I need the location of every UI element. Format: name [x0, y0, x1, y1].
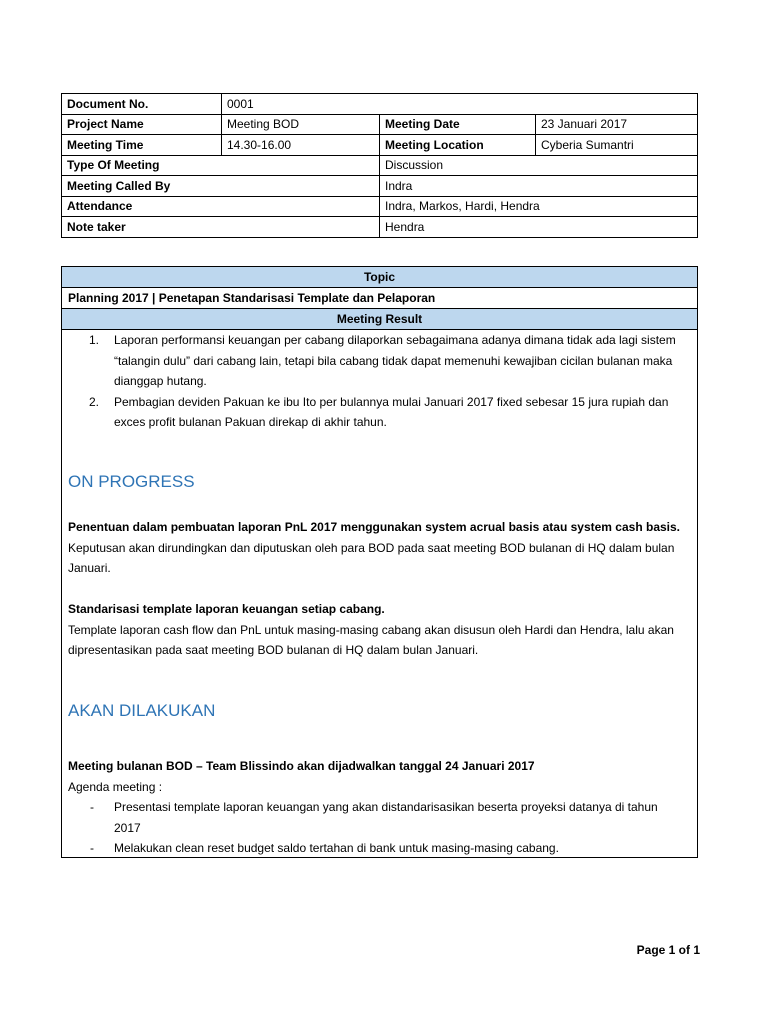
agenda-list: [68, 797, 690, 859]
called-by-label: Meeting Called By: [62, 176, 380, 197]
meeting-time-label: Meeting Time: [62, 135, 222, 156]
type-of-meeting-label: Type Of Meeting: [62, 155, 380, 176]
on-progress-item-2: [68, 599, 690, 661]
table-row: [62, 114, 698, 135]
note-taker-value: Hendra: [380, 217, 698, 238]
list-item: [68, 838, 690, 859]
meeting-info-table: [61, 93, 698, 238]
list-item: [62, 392, 697, 433]
list-number: 1.: [89, 333, 100, 347]
note-taker-label: Note taker: [62, 217, 380, 238]
called-by-value: Indra: [380, 176, 698, 197]
list-item-text: Laporan performansi keuangan per cabang dilaporkan sebagaimana adanya dimana tidak ada lagi sistem “talangin dulu” dari cabang lain, tetapi bila cabang tidak dapat memenuhi kewajiban cicilan bulanan maka dianggap hutang.: [114, 333, 676, 388]
meeting-date-value: 23 Januari 2017: [536, 114, 698, 135]
list-item-text: Melakukan clean reset budget saldo tertahan di bank untuk masing-masing cabang.: [114, 841, 559, 855]
table-row: [62, 217, 698, 238]
on-progress-title: ON PROGRESS: [68, 472, 195, 491]
meeting-location-label: Meeting Location: [380, 135, 536, 156]
meeting-result-header: Meeting Result: [62, 309, 697, 330]
list-dash: -: [90, 800, 94, 814]
page-number: Page 1 of 1: [636, 943, 700, 957]
list-item-text: Pembagian deviden Pakuan ke ibu Ito per bulannya mulai Januari 2017 fixed sebesar 15 jura rupiah dan exces profit bulanan Pakuan direkap di akhir tahun.: [114, 394, 669, 429]
meeting-date-label: Meeting Date: [380, 114, 536, 135]
table-row: [62, 155, 698, 176]
akan-dilakukan-block: [68, 756, 690, 859]
list-item-text: Presentasi template laporan keuangan yang akan distandarisasikan beserta proyeksi datanya di tahun 2017: [114, 800, 658, 835]
list-item: [62, 330, 697, 392]
attendance-label: Attendance: [62, 196, 380, 217]
list-dash: -: [90, 841, 94, 855]
project-name-label: Project Name: [62, 114, 222, 135]
topic-text: Planning 2017 | Penetapan Standarisasi Template dan Pelaporan: [62, 288, 697, 309]
agenda-label: Agenda meeting :: [68, 779, 163, 794]
meeting-result-list: [62, 330, 697, 433]
table-row: [62, 94, 698, 115]
akan-dilakukan-title: AKAN DILAKUKAN: [68, 701, 216, 720]
topic-result-box: [61, 266, 698, 858]
table-row: [62, 135, 698, 156]
table-row: [62, 176, 698, 197]
attendance-value: Indra, Markos, Hardi, Hendra: [380, 196, 698, 217]
on-progress-item-1-text: Keputusan akan dirundingkan dan diputuskan oleh para BOD pada saat meeting BOD bulanan di HQ dalam bulan Januari.: [68, 540, 675, 575]
meeting-location-value: Cyberia Sumantri: [536, 135, 698, 156]
on-progress-item-2-heading: Standarisasi template laporan keuangan setiap cabang.: [68, 602, 385, 616]
list-item: [68, 797, 690, 838]
akan-dilakukan-heading: Meeting bulanan BOD – Team Blissindo akan dijadwalkan tanggal 24 Januari 2017: [68, 759, 535, 773]
topic-header: Topic: [62, 267, 697, 288]
on-progress-item-2-text: Template laporan cash flow dan PnL untuk masing-masing cabang akan disusun oleh Hardi dan Hendra, lalu akan dipresentasikan pada saat meeting BOD bulanan di HQ dalam bulan Januari.: [68, 622, 674, 657]
on-progress-item-1-heading: Penentuan dalam pembuatan laporan PnL 2017 menggunakan system acrual basis atau system cash basis.: [68, 520, 681, 534]
document-no-value: 0001: [222, 94, 698, 115]
document-no-label: Document No.: [62, 94, 222, 115]
type-of-meeting-value: Discussion: [380, 155, 698, 176]
box-content: [62, 330, 697, 858]
list-number: 2.: [89, 394, 100, 409]
project-name-value: Meeting BOD: [222, 114, 380, 135]
on-progress-item-1: [68, 517, 690, 579]
meeting-time-value: 14.30-16.00: [222, 135, 380, 156]
table-row: [62, 196, 698, 217]
